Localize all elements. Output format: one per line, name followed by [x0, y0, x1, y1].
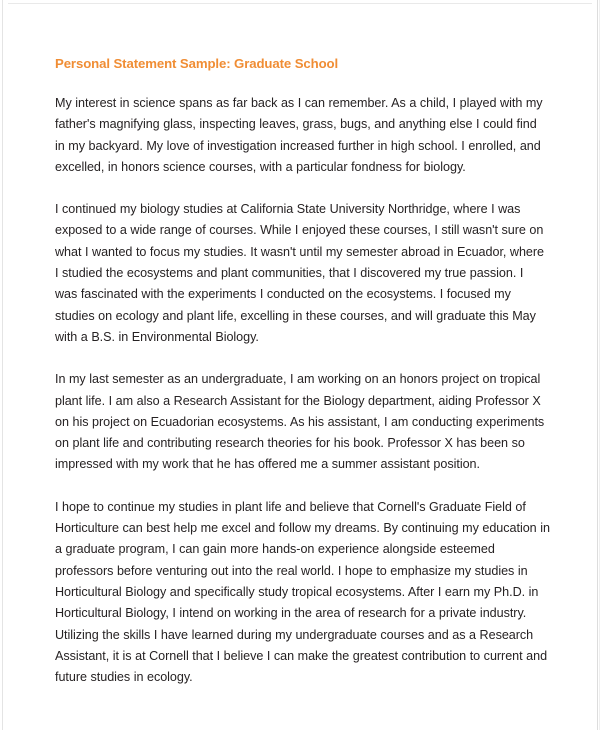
page-right-rule [597, 0, 598, 730]
document-body [55, 56, 550, 688]
paragraph-undergraduate-studies: I continued my biology studies at California State University Northridge, where I was exposed to a wide range of courses. While I enjoyed these courses, I still wasn't sure on what I wanted to focus my studies. It wasn't until my semester abroad in Ecuador, where I studied the ecosystems and plant communities, that I discovered my true passion. I was fascinated with the experiments I conducted on the ecosystems. I focused my studies on ecology and plant life, excelling in these courses, and will graduate this May with a B.S. in Environmental Biology. [55, 202, 545, 344]
paragraph-intro: My interest in science spans as far back as I can remember. As a child, I played with my father's magnifying glass, inspecting leaves, grass, bugs, and anything else I could find in my backyard. My love of investigation increased further in high school. I enrolled, and excelled, in honors science courses, with a particular fondness for biology. [55, 96, 543, 174]
page-left-rule [2, 0, 3, 730]
paragraph-future-goals: I hope to continue my studies in plant life and believe that Cornell's Graduate Field of Horticulture can best help me excel and follow my dreams. By continuing my education in a graduate program, I can gain more hands-on experience alongside esteemed professors before venturing out into the real world. I hope to emphasize my studies in Horticultural Biology and specifically study tropical ecosystems. After I earn my Ph.D. in Horticultural Biology, I intend on working in the area of research for a private industry. Utilizing the skills I have learned during my undergraduate courses and as a Research Assistant, it is at Cornell that I believe I can make the greatest contribution to current and future studies in ecology. [55, 499, 550, 685]
page-title: Personal Statement Sample: Graduate School [55, 56, 339, 71]
paragraph-research-experience: In my last semester as an undergraduate, I am working on an honors project on tropical plant life. I am also a Research Assistant for the Biology department, aiding Professor X on his project on Ecuadorian ecosystems. As his assistant, I am conducting experiments on plant life and contributing research theories for his book. Professor X has been so impressed with my work that he has offered me a summer assistant position. [55, 372, 545, 472]
page-top-rule [8, 3, 592, 4]
